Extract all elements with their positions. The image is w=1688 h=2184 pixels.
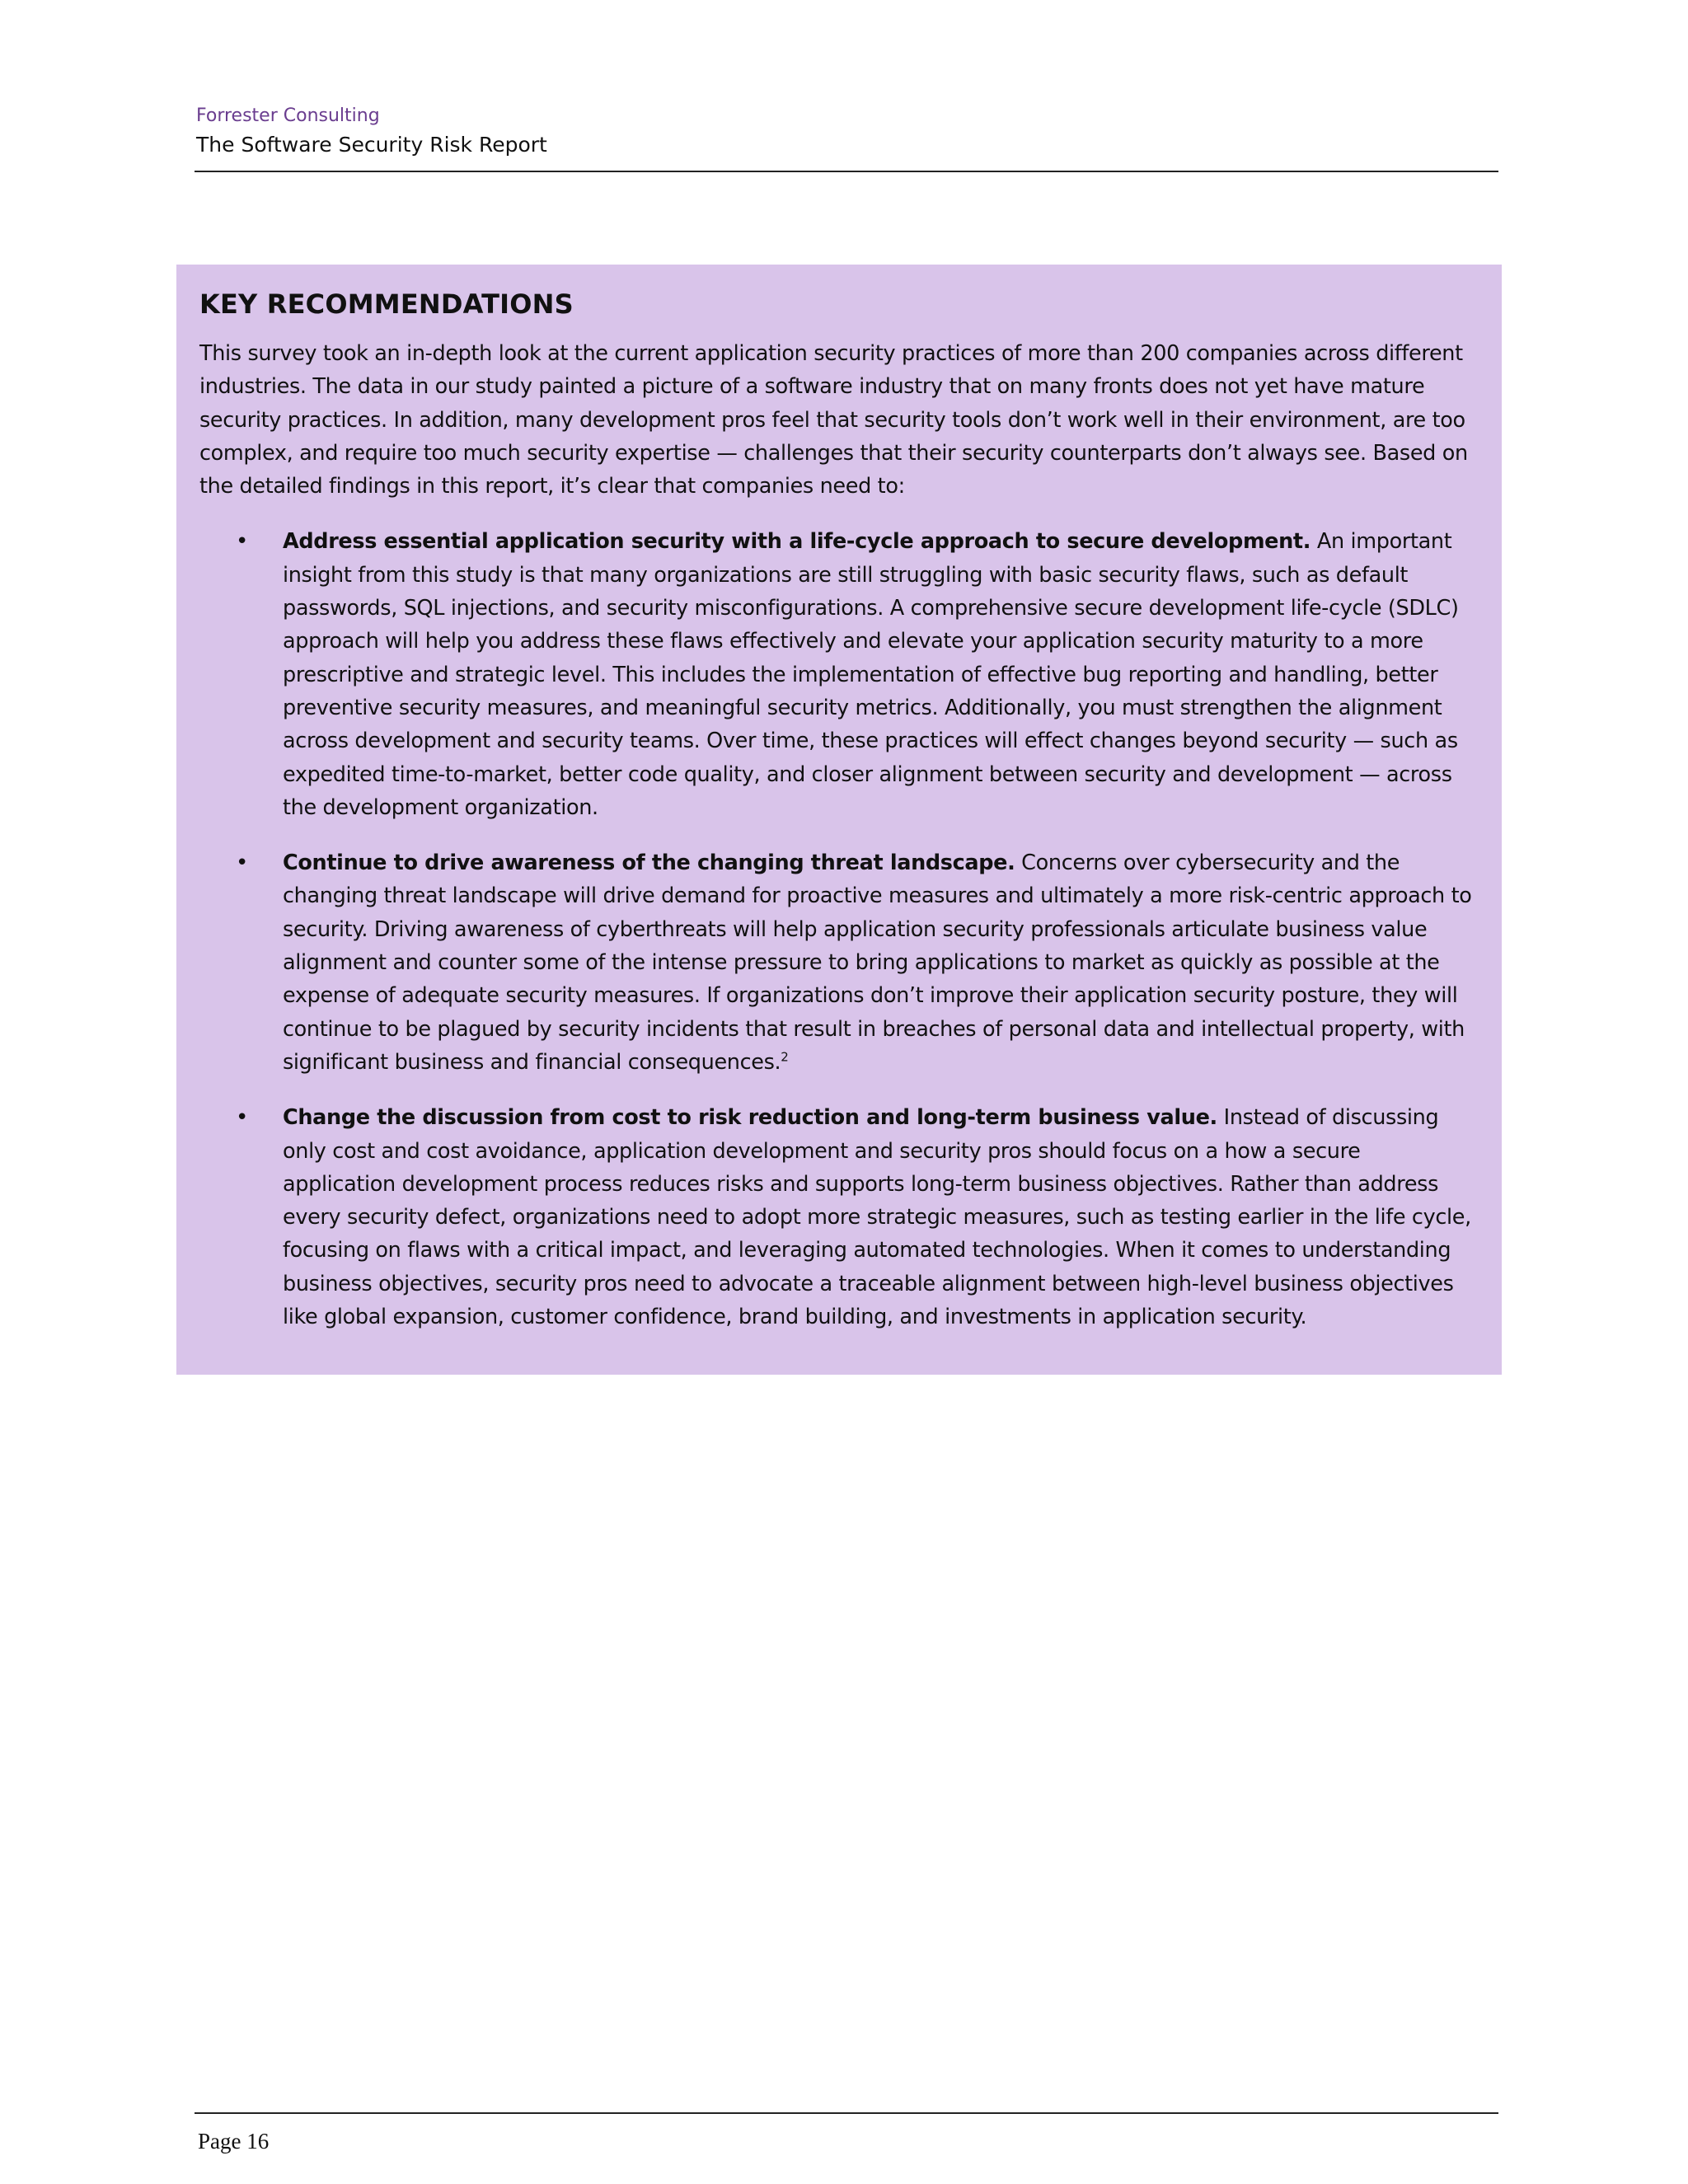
footer-divider xyxy=(195,2112,1498,2114)
recommendation-body: Instead of discussing only cost and cost avoidance, application development and security pros should focus on a how a secure application development process reduces risks and supports long-term business objectives. Rather than address every security defect, organizations need to adopt more strategic measures, such as testing earlier in the life cycle, focusing on flaws with a critical impact, and leveraging automated technologies. When it comes to understanding business objectives, security pros need to advocate a traceable alignment between high-level business objectives like global expansion, customer confidence, brand building, and investments in application security. xyxy=(283,1105,1471,1330)
page-number: Page 16 xyxy=(198,2129,270,2154)
bullet-icon: • xyxy=(236,529,248,555)
recommendation-lead: Continue to drive awareness of the changing threat landscape. xyxy=(283,851,1015,876)
recommendation-item xyxy=(199,525,1475,824)
header-divider xyxy=(195,171,1498,172)
footnote-marker: 2 xyxy=(781,1049,789,1065)
header-organization: Forrester Consulting xyxy=(196,105,380,126)
key-recommendations-box xyxy=(176,265,1502,1375)
recommendation-item xyxy=(199,846,1475,1079)
bullet-icon: • xyxy=(236,1105,248,1131)
recommendation-body: An important insight from this study is that many organizations are still struggling with basic security flaws, such as default passwords, SQL injections, and security misconfigurations. A comprehensive secure development life-cycle (SDLC) approach will help you address these flaws effectively and elevate your application security maturity to a more prescriptive and strategic level. This includes the implementation of effective bug reporting and handling, better preventive security measures, and meaningful security metrics. Additionally, you must strengthen the alignment across development and security teams. Over time, these practices will effect changes beyond security — such as expedited time-to-market, better code quality, and closer alignment between security and development — across the development organization. xyxy=(283,529,1459,820)
recommendation-lead: Address essential application security with a life-cycle approach to secure development. xyxy=(283,529,1311,555)
recommendation-list xyxy=(199,525,1474,1333)
header-report-title: The Software Security Risk Report xyxy=(196,133,547,157)
key-recommendations-intro: This survey took an in-depth look at the current application security practices of more than 200 companies across different industries. The data in our study painted a picture of a software industry that on many fronts does not yet have mature security practices. In addition, many development pros feel that security tools don’t work well in their environment, are too complex, and require too much security expertise — challenges that their security counterparts don’t always see. Based on the detailed findings in this report, it’s clear that companies need to: xyxy=(199,341,1468,499)
key-recommendations-heading: KEY RECOMMENDATIONS xyxy=(199,288,574,320)
recommendation-body: Concerns over cybersecurity and the changing threat landscape will drive demand for proactive measures and ultimately a more risk-centric approach to security. Driving awareness of cyberthreats will help application security professionals articulate business value alignment and counter some of the intense pressure to bring applications to market as quickly as possible at the expense of adequate security measures. If organizations don’t improve their application security posture, they will continue to be plagued by security incidents that result in breaches of personal data and intellectual property, with significant business and financial consequences. xyxy=(283,851,1472,1075)
recommendation-lead: Change the discussion from cost to risk reduction and long-term business value. xyxy=(283,1105,1217,1131)
recommendation-item xyxy=(199,1101,1475,1333)
bullet-icon: • xyxy=(236,851,248,876)
page-header xyxy=(196,104,1498,162)
